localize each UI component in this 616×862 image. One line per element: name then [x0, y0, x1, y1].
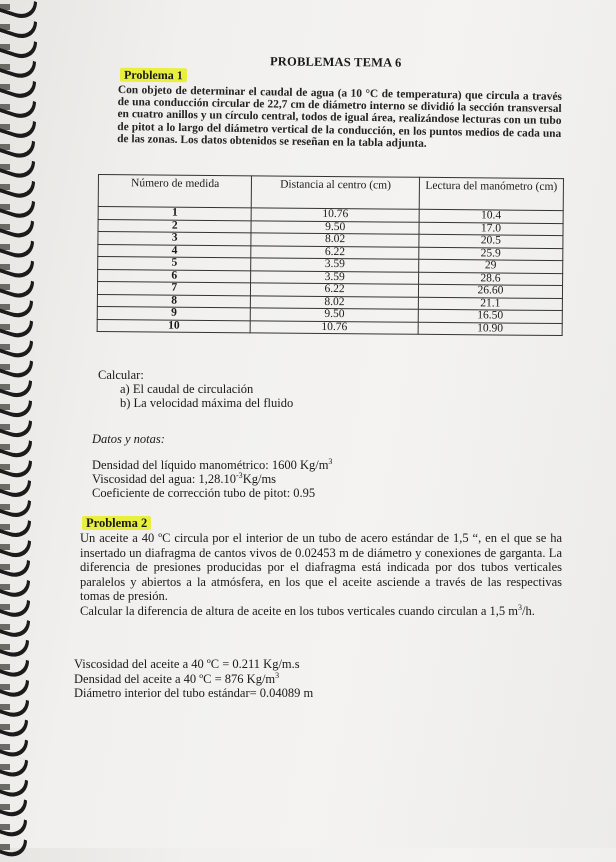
note-oil-density: Densidad del aceite a 40 ºC = 876 $Kg/m^3$ [74, 670, 280, 686]
problem-1-notes [92, 458, 332, 500]
cell-reading: 20.5 [419, 234, 563, 248]
problem-2-paragraph: Un aceite a 40 ºC circula por el interior de un tubo de acero estándar de 1,5 “, en el que se ha insertado un diafragma de cantos vivos de 0.02453 m de diámetro y conexiones de garganta. La diferencia de presiones producidas por el diafragma está indicada por dos tubos verticales paralelos y abiertos a la atmósfera, en los que el aceite asciende a través de las respectivas tomas de presión. [80, 531, 562, 604]
problem-2-heading [82, 516, 151, 531]
problem-1-heading [120, 68, 187, 84]
problem-1-statement: Con objeto de determinar el caudal de agua (a 10 °C de temperatura) que circula a través de una conducción circular de 22,7 cm de diámetro interno se dividió la sección transversal en cuatro anillos y un círculo central, todos de igual área, realizándose lecturas con un tubo de pitot a lo largo del diámetro vertical de la conducción, en los puntos medios de cada una de las zonas. Los datos obtenidos se reseñan en la tabla adjunta. [117, 84, 562, 150]
cell-distance: 9.50 [251, 220, 418, 234]
note-pitot: Coeficiente de corrección tubo de pitot: 0.95 [92, 486, 316, 500]
cell-distance: 6.22 [251, 245, 418, 259]
cell-reading: 28.6 [418, 272, 562, 286]
cell-reading: 21.1 [418, 297, 562, 311]
cell-number: 4 [98, 244, 252, 258]
cell-distance: 3.59 [251, 258, 418, 272]
cell-reading: 17.0 [419, 222, 563, 236]
cell-distance: 8.02 [251, 295, 418, 309]
cell-number: 5 [98, 257, 252, 271]
question-a: a) El caudal de circulación [120, 382, 254, 396]
cell-number: 6 [98, 269, 252, 283]
cell-reading: 10.4 [419, 209, 563, 223]
note-tube-diameter: Diámetro interior del tubo estándar= 0.04089 m [74, 686, 314, 701]
calculate-label: Calcular: [98, 368, 144, 382]
cell-distance: 6.22 [251, 283, 418, 297]
cell-distance: 8.02 [251, 233, 418, 247]
measurement-table [97, 174, 564, 336]
cell-reading: 16.50 [418, 309, 562, 323]
highlighted-heading: Problema 1 [120, 68, 187, 83]
notes-heading: Datos y notas: [92, 432, 165, 446]
cell-number: 3 [98, 232, 252, 246]
cell-number: 1 [98, 207, 252, 221]
problem-2-statement [80, 531, 562, 619]
header-distance: Distancia al centro (cm) [252, 176, 420, 209]
header-measure-number: Número de medida [98, 175, 252, 208]
cell-distance: 9.50 [251, 308, 418, 322]
cell-number: 9 [97, 306, 251, 320]
header-manometer: Lectura del manómetro (cm) [419, 177, 563, 210]
table-header-row [98, 175, 563, 211]
note-density: Densidad del líquido manométrico: 1600 $Kg/m^3$ [92, 456, 333, 472]
cell-distance: 10.76 [251, 320, 418, 334]
cell-reading: 10.90 [418, 322, 562, 336]
cell-number: 8 [97, 294, 251, 308]
cell-number: 10 [97, 319, 251, 333]
problem-2-question: Calcular la diferencia de altura de aceite en los tubos verticales cuando circulan a 1,5 $m^3/h$. [80, 602, 535, 618]
cell-distance: 10.76 [252, 208, 419, 222]
question-b: b) La velocidad máxima del fluido [120, 396, 294, 410]
cell-distance: 3.59 [251, 270, 418, 284]
calculate-section [98, 368, 293, 410]
note-oil-viscosity: Viscosidad del aceite a 40 ºC = 0.211 Kg/m.s [74, 657, 300, 671]
cell-reading: 26.60 [418, 284, 562, 298]
cell-reading: 29 [418, 259, 562, 273]
cell-number: 2 [98, 219, 252, 233]
page-title: PROBLEMAS TEMA 6 [269, 54, 402, 70]
table-row [97, 319, 562, 336]
problem-2-notes [74, 657, 313, 701]
note-viscosity: Viscosidad del agua: $1,28.10^{-3}Kg/ms$ [92, 470, 277, 486]
cell-reading: 25.9 [419, 247, 563, 261]
cell-number: 7 [97, 282, 251, 296]
highlighted-heading: Problema 2 [82, 516, 151, 530]
